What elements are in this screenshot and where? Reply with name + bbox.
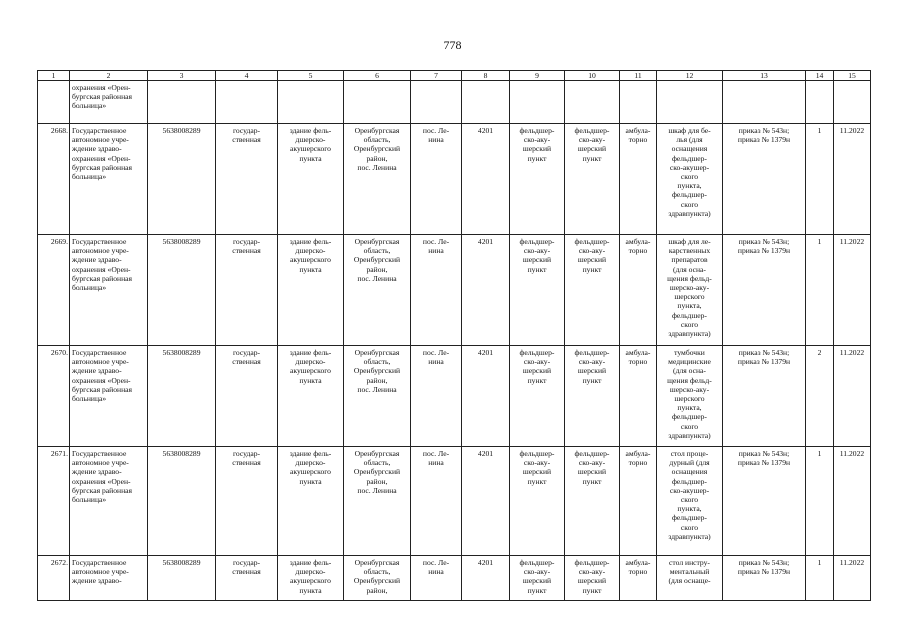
- building-cell: здание фель- дшерско- акушерского пункта: [278, 447, 344, 556]
- header-row: [38, 71, 871, 81]
- equipment-cell: тумбочки медицинские (для осна- щения фельд- шерско-аку- шерского пункта, фельдшер- ского здравпункта): [657, 346, 723, 447]
- code-cell: 4201: [462, 235, 510, 346]
- table-cell: [411, 81, 462, 124]
- quantity-cell: 2: [806, 346, 834, 447]
- locality-cell: пос. Ле- нина: [411, 556, 462, 601]
- order-cell: приказ № 543н; приказ № 1379н: [723, 447, 806, 556]
- column-header: 15: [834, 71, 871, 81]
- inn-cell: 5638008289: [148, 235, 216, 346]
- care-cell: амбула- торно: [620, 346, 657, 447]
- type-cell: фельдшер- ско-аку- шерский пункт: [565, 447, 620, 556]
- date-cell: 11.2022: [834, 235, 871, 346]
- column-header: 13: [723, 71, 806, 81]
- org-name-cell: Государственное автономное учре- ждение здраво- охранения «Орен- бургская районная больница»: [70, 447, 148, 556]
- address-cell: Оренбургская область, Оренбургский район, пос. Ленина: [344, 235, 411, 346]
- care-cell: амбула- торно: [620, 235, 657, 346]
- care-cell: амбула- торно: [620, 124, 657, 235]
- locality-cell: пос. Ле- нина: [411, 447, 462, 556]
- building-cell: здание фель- дшерско- акушерского пункта: [278, 556, 344, 601]
- table-cell: [657, 81, 723, 124]
- quantity-cell: 1: [806, 124, 834, 235]
- date-cell: 11.2022: [834, 346, 871, 447]
- quantity-cell: 1: [806, 235, 834, 346]
- table-cell: [620, 81, 657, 124]
- table-row: [38, 556, 871, 601]
- column-header: 1: [38, 71, 70, 81]
- address-cell: Оренбургская область, Оренбургский район,: [344, 556, 411, 601]
- column-header: 2: [70, 71, 148, 81]
- column-header: 4: [216, 71, 278, 81]
- subdivision-cell: фельдшер- ско-аку- шерский пункт: [510, 556, 565, 601]
- table-cell: [723, 81, 806, 124]
- org-name-cell: Государственное автономное учре- ждение здраво- охранения «Орен- бургская районная больница»: [70, 124, 148, 235]
- column-header: 14: [806, 71, 834, 81]
- locality-cell: пос. Ле- нина: [411, 346, 462, 447]
- subdivision-cell: фельдшер- ско-аку- шерский пункт: [510, 346, 565, 447]
- building-cell: здание фель- дшерско- акушерского пункта: [278, 235, 344, 346]
- equipment-cell: стол проце- дурный (для оснащения фельдшер- ско-акушер- ского пункта, фельдшер- ского здравпункта): [657, 447, 723, 556]
- column-header: 10: [565, 71, 620, 81]
- column-header: 8: [462, 71, 510, 81]
- table-row: [38, 447, 871, 556]
- care-cell: амбула- торно: [620, 556, 657, 601]
- type-cell: фельдшер- ско-аку- шерский пункт: [565, 124, 620, 235]
- org-name-cell: Государственное автономное учре- ждение здраво- охранения «Орен- бургская районная больница»: [70, 346, 148, 447]
- order-cell: приказ № 543н; приказ № 1379н: [723, 124, 806, 235]
- locality-cell: пос. Ле- нина: [411, 124, 462, 235]
- code-cell: 4201: [462, 346, 510, 447]
- row-number-cell: 2669.: [38, 235, 70, 346]
- inn-cell: 5638008289: [148, 346, 216, 447]
- date-cell: 11.2022: [834, 124, 871, 235]
- building-cell: здание фель- дшерско- акушерского пункта: [278, 346, 344, 447]
- address-cell: Оренбургская область, Оренбургский район, пос. Ленина: [344, 124, 411, 235]
- row-number-cell: 2668.: [38, 124, 70, 235]
- code-cell: 4201: [462, 556, 510, 601]
- table-cell: [38, 81, 70, 124]
- subdivision-cell: фельдшер- ско-аку- шерский пункт: [510, 124, 565, 235]
- column-header: 7: [411, 71, 462, 81]
- table-cell: [148, 81, 216, 124]
- table-cell: [565, 81, 620, 124]
- continuation-row: [38, 81, 871, 124]
- ownership-cell: государ- ственная: [216, 235, 278, 346]
- inn-cell: 5638008289: [148, 447, 216, 556]
- address-cell: Оренбургская область, Оренбургский район, пос. Ленина: [344, 346, 411, 447]
- column-header: 5: [278, 71, 344, 81]
- table-row: [38, 124, 871, 235]
- org-name-cell: Государственное автономное учре- ждение здраво- охранения «Орен- бургская районная больница»: [70, 235, 148, 346]
- type-cell: фельдшер- ско-аку- шерский пункт: [565, 556, 620, 601]
- inn-cell: 5638008289: [148, 556, 216, 601]
- row-number-cell: 2671.: [38, 447, 70, 556]
- date-cell: 11.2022: [834, 447, 871, 556]
- care-cell: амбула- торно: [620, 447, 657, 556]
- table-row: [38, 346, 871, 447]
- subdivision-cell: фельдшер- ско-аку- шерский пункт: [510, 447, 565, 556]
- table-cell: [278, 81, 344, 124]
- type-cell: фельдшер- ско-аку- шерский пункт: [565, 235, 620, 346]
- table-cell: [806, 81, 834, 124]
- order-cell: приказ № 543н; приказ № 1379н: [723, 346, 806, 447]
- quantity-cell: 1: [806, 556, 834, 601]
- org-name-cell: Государственное автономное учре- ждение здраво-: [70, 556, 148, 601]
- order-cell: приказ № 543н; приказ № 1379н: [723, 235, 806, 346]
- equipment-cell: шкаф для ле- карственных препаратов (для осна- щения фельд- шерско-аку- шерского пункта, фельдшер- ского здравпункта): [657, 235, 723, 346]
- table-cell: [216, 81, 278, 124]
- date-cell: 11.2022: [834, 556, 871, 601]
- table-cell: [834, 81, 871, 124]
- table-cell: [510, 81, 565, 124]
- table-row: [38, 235, 871, 346]
- table-cell: [344, 81, 411, 124]
- ownership-cell: государ- ственная: [216, 447, 278, 556]
- org-name-cell: охранения «Орен- бургская районная больница»: [70, 81, 148, 124]
- locality-cell: пос. Ле- нина: [411, 235, 462, 346]
- inn-cell: 5638008289: [148, 124, 216, 235]
- column-header: 6: [344, 71, 411, 81]
- page-number: 778: [443, 38, 462, 52]
- row-number-cell: 2672.: [38, 556, 70, 601]
- order-cell: приказ № 543н; приказ № 1379н: [723, 556, 806, 601]
- column-header: 9: [510, 71, 565, 81]
- ownership-cell: государ- ственная: [216, 556, 278, 601]
- building-cell: здание фель- дшерско- акушерского пункта: [278, 124, 344, 235]
- column-header: 11: [620, 71, 657, 81]
- address-cell: Оренбургская область, Оренбургский район, пос. Ленина: [344, 447, 411, 556]
- ownership-cell: государ- ственная: [216, 346, 278, 447]
- quantity-cell: 1: [806, 447, 834, 556]
- table-cell: [462, 81, 510, 124]
- code-cell: 4201: [462, 124, 510, 235]
- equipment-table: [37, 70, 871, 601]
- ownership-cell: государ- ственная: [216, 124, 278, 235]
- subdivision-cell: фельдшер- ско-аку- шерский пункт: [510, 235, 565, 346]
- row-number-cell: 2670.: [38, 346, 70, 447]
- column-header: 3: [148, 71, 216, 81]
- column-header: 12: [657, 71, 723, 81]
- code-cell: 4201: [462, 447, 510, 556]
- equipment-cell: шкаф для бе- лья (для оснащения фельдшер- ско-акушер- ского пункта, фельдшер- ского здравпункта): [657, 124, 723, 235]
- equipment-cell: стол инстру- ментальный (для оснаще-: [657, 556, 723, 601]
- type-cell: фельдшер- ско-аку- шерский пункт: [565, 346, 620, 447]
